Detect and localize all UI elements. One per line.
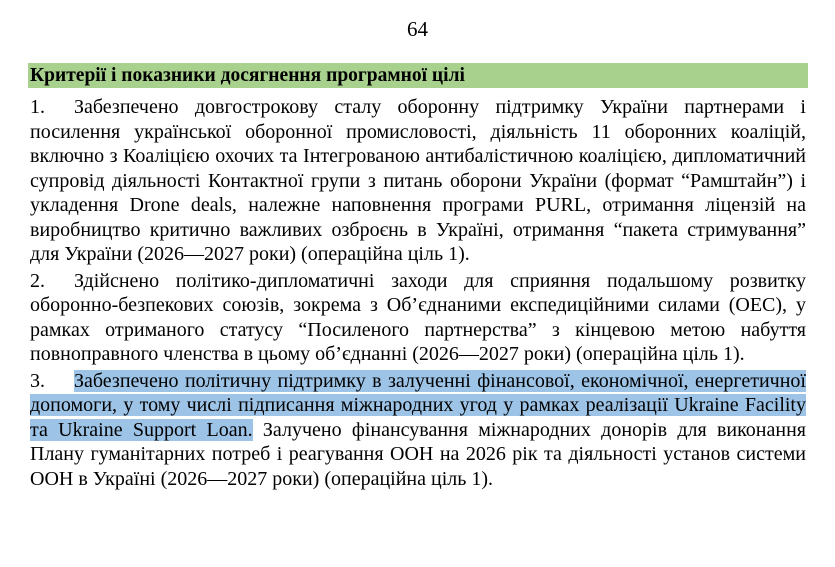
item-number: 1. [30, 96, 45, 118]
criteria-list [30, 95, 806, 493]
item-number: 3. [30, 369, 45, 392]
item-text: Здійснено політико-дипломатичні заходи для сприяння подальшому розвитку оборонно-безпекових союзів, зокрема з Об’єднаними експедиційними силами (ОЕС), у рамках отриманого статусу “Посиленого партнерства” з кінцевою метою набуття повноправного членства в цьому об’єднанні (2026—2027 роки) (операційна ціль 1). [30, 269, 806, 365]
section-title: Критерії і показники досягнення програмної цілі [28, 63, 808, 88]
highlighted-text: Забезпечено політичну підтримку в залученні фінансової, економічної, енергетичної допомоги, у тому числі підписання міжнародних угод у рамках реалізації Ukraine Facility та Ukraine Support Loan. [30, 369, 806, 441]
item-text: Забезпечено довгострокову сталу оборонну підтримку України партнерами і посилення української оборонної промисловості, діяльність 11 оборонних коаліцій, включно з Коаліцією охочих та Інтегрованою антибалістичною коаліцією, дипломатичний супровід діяльності Контактної групи з питань оборони України (формат “Рамштайн”) і укладення Drone deals, належне наповнення програми PURL, отримання ліцензій на виробництво критично важливих озброєнь в Україні, отримання “пакета стримування” для України (2026—2027 роки) (операційна ціль 1). [30, 96, 806, 265]
criteria-item-2 [30, 269, 806, 367]
item-text: Залучено фінансування міжнародних донорів для виконання Плану гуманітарних потреб і реагування ООН на 2026 рік та діяльності установ системи ООН в Україні (2026—2027 роки) (операційна ціль 1). [30, 418, 806, 490]
criteria-item-3 [30, 369, 806, 492]
page-number: 64 [407, 17, 428, 41]
criteria-item-1 [30, 95, 806, 267]
item-number: 2. [30, 269, 45, 292]
